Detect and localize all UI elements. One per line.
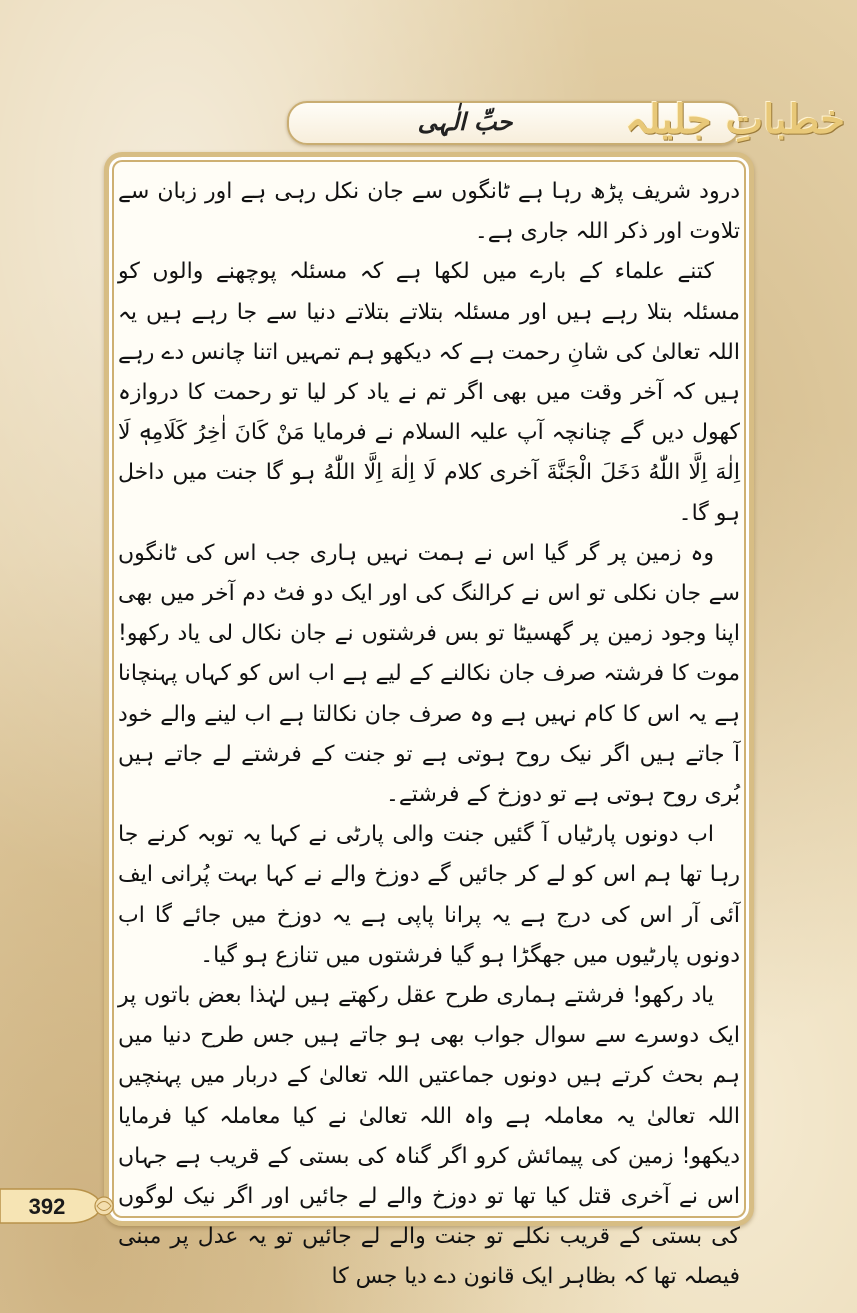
paragraph: کتنے علماء کے بارے میں لکھا ہے کہ مسئلہ پوچھنے والوں کو مسئلہ بتلا رہے ہیں اور مسئلہ بتلاتے بتلاتے دنیا سے جا رہے ہیں یہ اللہ تعالیٰ کی شانِ رحمت ہے کہ دیکھو ہم تمہیں اتنا چانس دے رہے ہیں کہ آخر وقت میں بھی اگر تم نے یاد کر لیا تو رحمت کا دروازہ کھول دیں گے چنانچہ آپ علیہ السلام نے فرمایا مَنْ كَانَ اٰخِرُ كَلَامِهٖ لَا اِلٰهَ اِلَّا اللّٰهُ دَخَلَ الْجَنَّةَ آخری کلام لَا اِلٰهَ اِلَّا اللّٰهُ ہو گا جنت میں داخل ہو گا۔ [118,259,740,526]
book-title: خطباتِ جلیلہ [624,96,845,143]
section-title: حبِّ الٰہی [417,107,513,136]
paragraph: اب دونوں پارٹیاں آ گئیں جنت والی پارٹی نے کہا یہ توبہ کرنے جا رہا تھا ہم اس کو لے کر جائیں گے دوزخ والے نے کہا بہت پُرانی ایف آئی آر اس کی درج ہے یہ پرانا پاپی ہے یہ دوزخ میں جائے گا اب دونوں پارٹیوں میں جھگڑا ہو گیا فرشتوں میں تنازع ہو گیا۔ [118,822,740,968]
page-content [118,172,740,1298]
paragraph: وہ زمین پر گر گیا اس نے ہمت نہیں ہاری جب اس کی ٹانگوں سے جان نکلی تو اس نے کرالنگ کی اور ایک دو فٹ دم آخر میں بھی اپنا وجود زمین پر گھسیٹا تو بس فرشتوں نے جان نکال لی یاد رکھو! موت کا فرشتہ صرف جان نکالنے کے لیے ہے اب اس کو کہاں پہنچانا ہے یہ اس کا کام نہیں ہے وہ صرف جان نکالتا ہے اب لینے والے خود آ جاتے ہیں اگر نیک روح ہوتی ہے تو جنت کے فرشتے لے جاتے ہیں بُری روح ہوتی ہے تو دوزخ کے فرشتے۔ [118,540,740,808]
paragraph: درود شریف پڑھ رہا ہے ٹانگوں سے جان نکل رہی ہے اور زبان سے تلاوت اور ذکر اللہ جاری ہے۔ [118,179,740,245]
page-number: 392 [28,1194,66,1219]
paragraph: یاد رکھو! فرشتے ہماری طرح عقل رکھتے ہیں لہٰذا بعض باتوں پر ایک دوسرے سے سوال جواب بھی ہو جاتے ہیں جس طرح دنیا میں ہم بحث کرتے ہیں دونوں جماعتیں اللہ تعالیٰ کے دربار میں پہنچیں اللہ تعالیٰ یہ معاملہ ہے واہ اللہ تعالیٰ نے کیا معاملہ کیا فرمایا دیکھو! زمین کی پیمائش کرو اگر گناہ کی بستی کے قریب ہے جہاں اس نے آخری قتل کیا تھا تو دوزخ والے لے جائیں اور اگر نیک لوگوں کی بستی کے قریب نکلے تو جنت والے لے جائیں تو یہ عدل پر مبنی فیصلہ تھا کہ بظاہر ایک قانون دے دیا جس کا [118,983,740,1290]
